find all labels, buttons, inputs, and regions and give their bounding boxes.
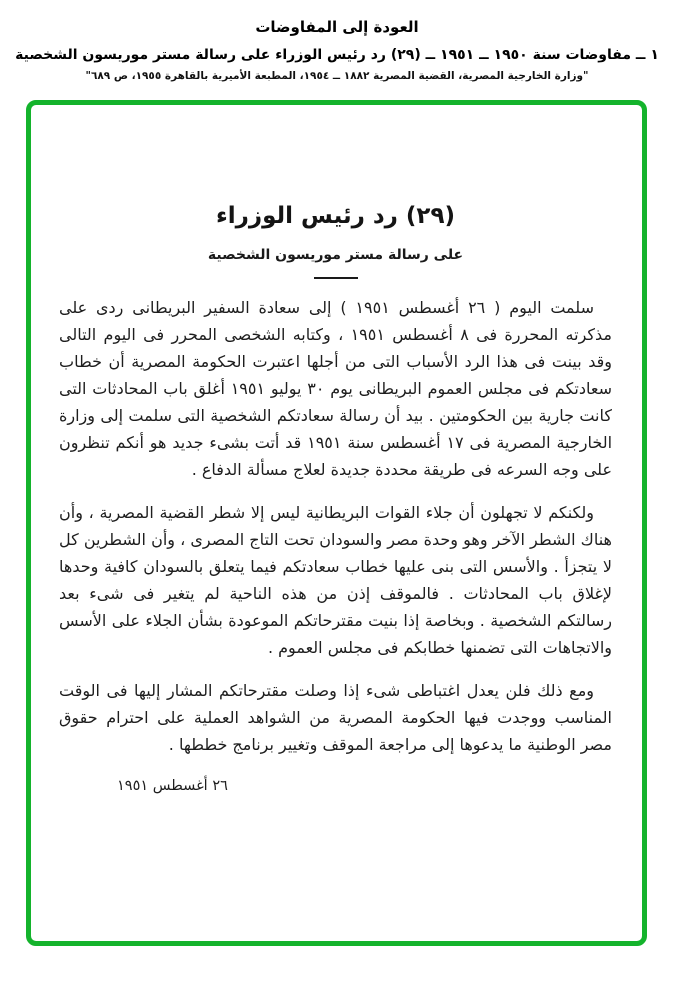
- header-subtitle: ١ ــ مفاوضات سنة ١٩٥٠ ــ ١٩٥١ ــ (٢٩) رد رئيس الوزراء على رسالة مستر موريسون الشخصية: [15, 47, 659, 63]
- header-source-citation: "وزارة الخارجية المصرية، القضية المصرية ١٨٨٢ ــ ١٩٥٤، المطبعة الأميرية بالقاهرة ١٩٥٥، ص ٦٨٩": [85, 70, 589, 82]
- title-divider: [314, 277, 358, 279]
- document-subtitle: على رسالة مستر موريسون الشخصية: [207, 247, 464, 263]
- document-paragraph-2: ولكنكم لا تجهلون أن جلاء القوات البريطانية ليس إلا شطر القضية المصرية ، وأن هناك الشطر الآخر وهو وحدة مصر والسودان تحت التاج المصرى ، وأن الشطرين كل لا يتجزأ . والأسس التى بنى عليها خطاب سعادتكم فيما يتعلق بالسودان كافية وحدها لإغلاق باب المحادثات . فالموقف إذن من هذه الناحية لم يتغير فى شىء بعد رسالتكم الشخصية . وبخاصة إذا بنيت مقترحاتكم الموعودة بشأن الجلاء على الأسس والاتجاهات التى تضمنها خطابكم فى مجلس العموم .: [59, 503, 612, 657]
- highlighted-scan-frame: [26, 100, 647, 946]
- document-paragraph-3: ومع ذلك فلن يعدل اغتباطى شىء إذا وصلت مقترحاتكم المشار إليها فى الوقت المناسب ووجدت فيها الحكومة المصرية من الشواهد العملية على احترام حقوق مصر الوطنية ما يدعوها إلى مراجعة الموقف وتغيير برنامج خططها .: [59, 681, 612, 754]
- document-title: (٢٩) رد رئيس الوزراء: [215, 203, 455, 229]
- document-date: ٢٦ أغسطس ١٩٥١: [117, 778, 228, 794]
- citation-header: [0, 0, 674, 82]
- document-paragraph-1: سلمت اليوم ( ٢٦ أغسطس ١٩٥١ ) إلى سعادة السفير البريطانى ردى على مذكرته المحررة فى ٨ أغسطس ١٩٥١ ، وكتابه الشخصى المحرر فى اليوم التالى وقد بينت فى هذا الرد الأسباب التى من أجلها اعتبرت الحكومة المصرية أن خطاب سعادتكم فى مجلس العموم البريطانى يوم ٣٠ يوليو ١٩٥١ أغلق باب المحادثات التى كانت جارية بين الحكومتين . بيد أن رسالة سعادتكم الشخصية التى سلمت إلى وزارة الخارجية المصرية فى ١٧ أغسطس سنة ١٩٥١ قد أتت بشىء جديد هو أنكم تنظرون على وجه السرعه فى طريقة محددة جديدة لعلاج مسألة الدفاع .: [59, 298, 613, 479]
- header-title: العودة إلى المفاوضات: [255, 18, 419, 36]
